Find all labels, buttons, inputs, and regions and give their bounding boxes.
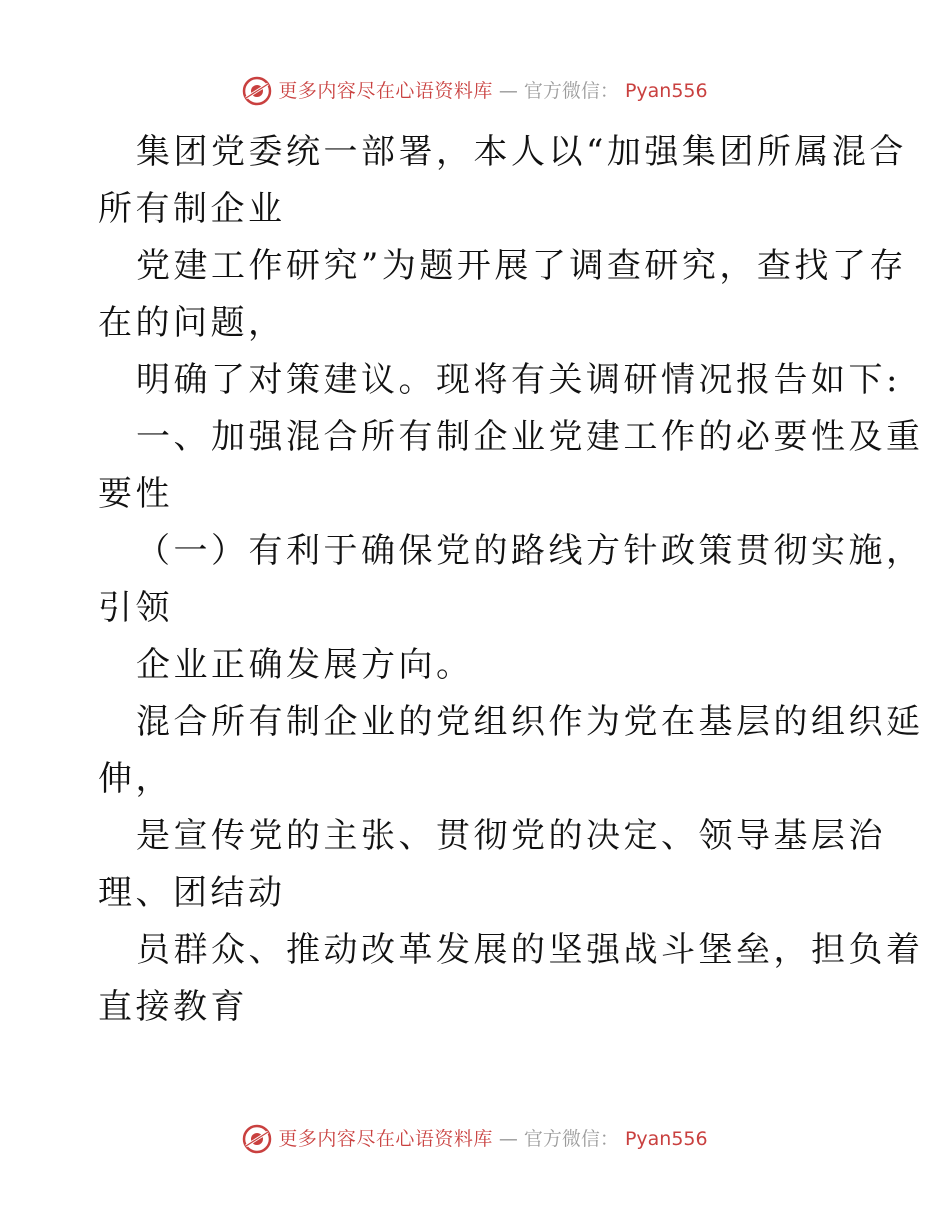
watermark-text: 更多内容尽在心语资料库 (278, 1128, 493, 1150)
brand-logo-icon (242, 76, 272, 106)
text-line: 直接教育 (98, 987, 248, 1027)
text-line: 党建工作研究”为题开展了调查研究，查找了存 (136, 246, 907, 286)
watermark-footer (0, 1124, 950, 1154)
watermark-text: 更多内容尽在心语资料库 (278, 80, 493, 102)
watermark-separator: — (498, 1128, 518, 1150)
text-line: （一）有利于确保党的路线方针政策贯彻实施， (136, 531, 924, 571)
text-line: 集团党委统一部署，本人以“加强集团所属混合 (136, 132, 907, 172)
text-line: 理、团结动 (98, 873, 286, 913)
watermark-header (0, 76, 950, 106)
text-line: 员群众、推动改革发展的坚强战斗堡垒，担负着 (136, 930, 924, 970)
watermark-contact-label: 官方微信： (523, 1128, 619, 1150)
text-line: 在的问题， (98, 303, 286, 343)
text-line: 混合所有制企业的党组织作为党在基层的组织延 (136, 702, 924, 742)
watermark-separator: — (498, 80, 518, 102)
text-line: 引领 (98, 588, 173, 628)
watermark-handle: Pyan556 (624, 80, 708, 102)
text-line: 明确了对策建议。现将有关调研情况报告如下: (136, 360, 901, 400)
text-line: 一、加强混合所有制企业党建工作的必要性及重 (136, 417, 924, 457)
text-line: 企业正确发展方向。 (136, 645, 474, 685)
text-line: 所有制企业 (98, 189, 286, 229)
text-line: 是宣传党的主张、贯彻党的决定、领导基层治 (136, 816, 886, 856)
brand-logo-icon (242, 1124, 272, 1154)
text-line: 要性 (98, 474, 173, 514)
text-line: 伸， (98, 759, 173, 799)
watermark-handle: Pyan556 (624, 1128, 708, 1150)
document-body (98, 124, 924, 1036)
watermark-contact-label: 官方微信： (523, 80, 619, 102)
